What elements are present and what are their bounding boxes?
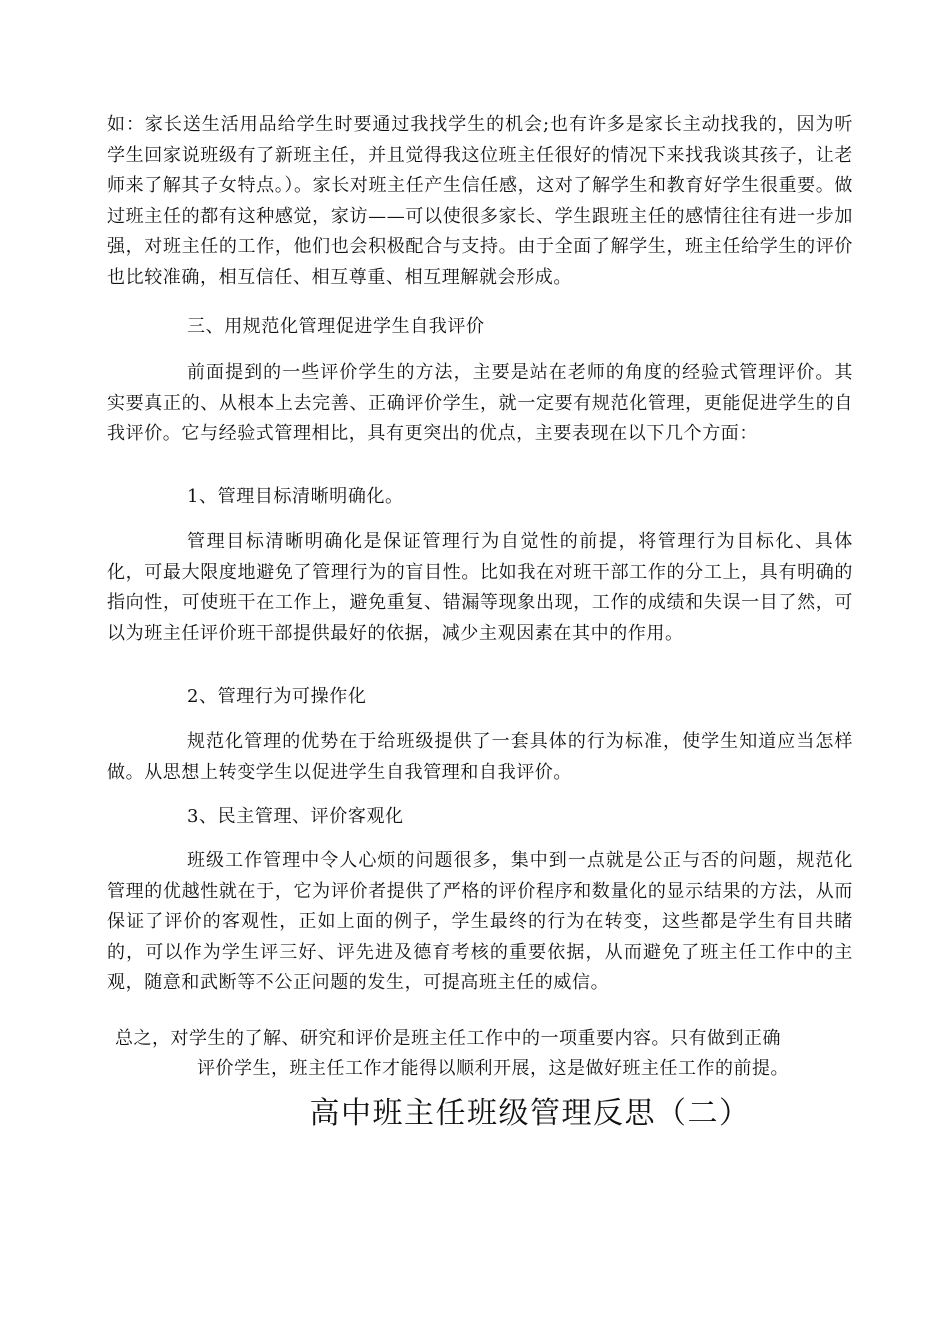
closing-line-2: 评价学生，班主任工作才能得以顺利开展，这是做好班主任工作的前提。 <box>197 1058 789 1079</box>
closing-paragraph <box>115 1024 860 1084</box>
paragraph-operable-behavior: 规范化管理的优势在于给班级提供了一套具体的行为标准，使学生知道应当怎样做。从思想上转变学生以促进学生自我管理和自我评价。 <box>107 731 853 783</box>
paragraph-objective-evaluation: 班级工作管理中令人心烦的问题很多，集中到一点就是公正与否的问题，规范化管理的优越性就在于，它为评价者提供了严格的评价程序和数量化的显示结果的方法，从而保证了评价的客观性，正如上面的例子，学生最终的行为在转变，这些都是学生有目共睹的，可以作为学生评三好、评先进及德育考核的重要依据，从而避免了班主任工作中的主观，随意和武断等不公正问题的发生，可提高班主任的威信。 <box>107 850 853 993</box>
closing-line-1: 总之，对学生的了解、研究和评价是班主任工作中的一项重要内容。只有做到正确 <box>115 1028 781 1049</box>
subheading-operable-behavior: 2、管理行为可操作化 <box>187 686 367 707</box>
paragraph-experience-vs-standard: 前面提到的一些评价学生的方法，主要是站在老师的角度的经验式管理评价。其实要真正的、从根本上去完善、正确评价学生，就一定要有规范化管理，更能促进学生的自我评价。它与经验式管理相比，具有更突出的优点，主要表现在以下几个方面： <box>107 362 853 444</box>
paragraph-parent-trust: 如：家长送生活用品给学生时要通过我找学生的机会;也有许多是家长主动找我的，因为听学生回家说班级有了新班主任，并且觉得我这位班主任很好的情况下来找我谈其孩子，让老师来了解其子女特点。）。家长对班主任产生信任感，这对了解学生和教育好学生很重要。做过班主任的都有这种感觉，家访——可以使很多家长、学生跟班主任的感情往往有进一步加强，对班主任的工作，他们也会积极配合与支持。由于全面了解学生，班主任给学生的评价也比较准确，相互信任、相互尊重、相互理解就会形成。 <box>107 114 853 288</box>
section-heading-standardized-management: 三、用规范化管理促进学生自我评价 <box>187 316 485 337</box>
subheading-clear-goals: 1、管理目标清晰明确化。 <box>187 486 404 507</box>
paragraph-clear-goals: 管理目标清晰明确化是保证管理行为自觉性的前提，将管理行为目标化、具体化，可最大限度地避免了管理行为的盲目性。比如我在对班干部工作的分工上，具有明确的指向性，可使班干在工作上，避免重复、错漏等现象出现，工作的成绩和失误一目了然，可以为班主任评价班干部提供最好的依据，减少主观因素在其中的作用。 <box>107 531 853 644</box>
document-title: 高中班主任班级管理反思（二） <box>309 1096 751 1131</box>
subheading-democratic-management: 3、民主管理、评价客观化 <box>187 806 404 827</box>
